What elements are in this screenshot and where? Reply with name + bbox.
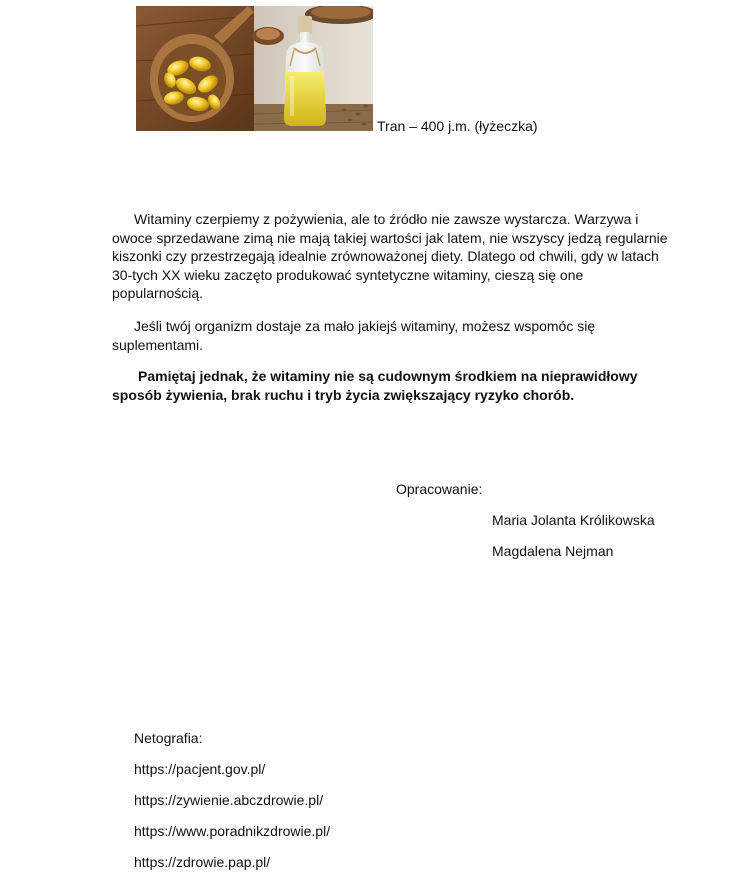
paragraph-vitamins-sources: Witaminy czerpiemy z pożywienia, ale to źródło nie zawsze wystarcza. Warzywa i owoce sprzedawane zimą nie mają takiej wartości jak latem, nie wszyscy jedzą regularnie kiszonki czy przestrzegają idealnie zrównoważonej diety. Dlatego od chwili, gdy w latach 30-tych XX wieku zaczęto produkować syntetyczne witaminy, cieszą się one popularnością.: [112, 211, 668, 301]
author-name: Magdalena Nejman: [492, 543, 614, 559]
author-name: Maria Jolanta Królikowska: [492, 512, 655, 528]
source-link[interactable]: https://zywienie.abczdrowie.pl/: [134, 792, 324, 808]
source-link[interactable]: https://www.poradnikzdrowie.pl/: [134, 823, 331, 839]
fish-oil-image: [136, 6, 373, 131]
image-caption: Tran – 400 j.m. (łyżeczka): [377, 118, 538, 134]
sources-label: Netografia:: [134, 730, 203, 746]
credits-label: Opracowanie:: [396, 481, 483, 497]
source-link[interactable]: https://pacjent.gov.pl/: [134, 761, 266, 777]
paragraph-supplements: Jeśli twój organizm dostaje za mało jakiejś witaminy, możesz wspomóc się suplementami.: [112, 318, 596, 353]
source-link[interactable]: https://zdrowie.pap.pl/: [134, 854, 271, 870]
paragraph-warning: Pamiętaj jednak, że witaminy nie są cudownym środkiem na nieprawidłowy sposób żywienia, brak ruchu i tryb życia zwiększający ryzyko chorób.: [112, 368, 638, 403]
